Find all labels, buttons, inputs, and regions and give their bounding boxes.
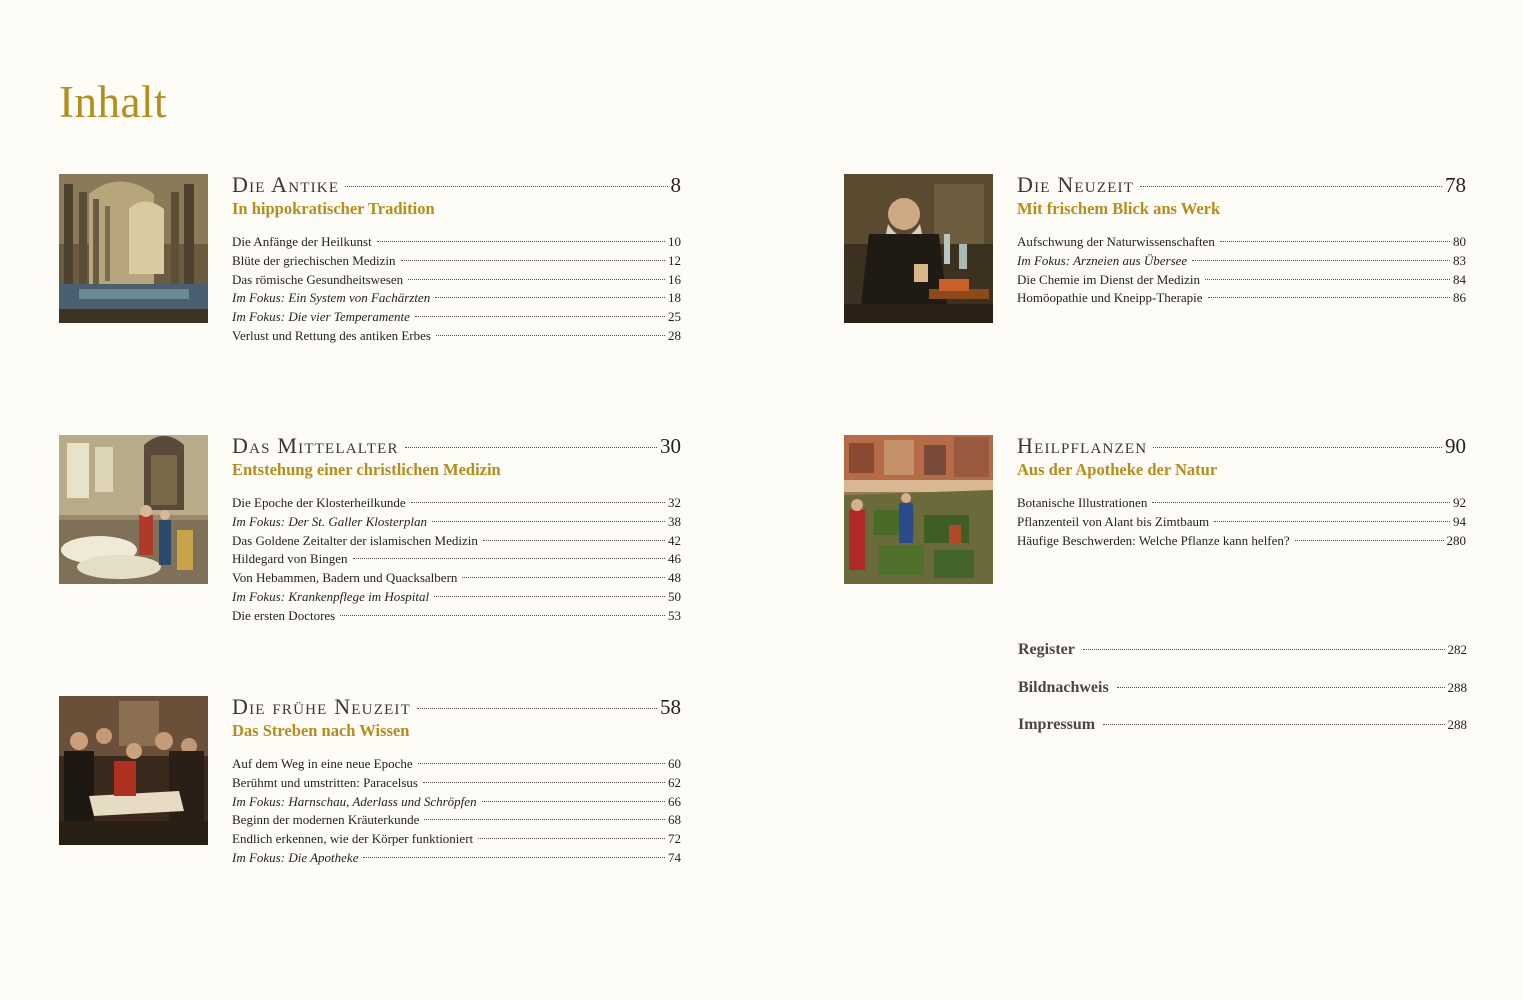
entry-page-number: 80	[1453, 234, 1466, 249]
dot-leader	[424, 819, 665, 820]
section-header[interactable]	[232, 433, 681, 457]
section-title: Die Neuzeit	[1017, 172, 1135, 197]
toc-entry[interactable]	[232, 308, 681, 327]
register-entry[interactable]	[1018, 641, 1467, 679]
entry-label: Beginn der modernen Kräuterkunde	[232, 812, 420, 828]
entry-page-number: 72	[668, 831, 681, 846]
entry-page-number: 12	[668, 252, 681, 268]
toc-entry[interactable]	[232, 532, 681, 551]
dot-leader	[462, 577, 665, 578]
toc-entry[interactable]	[232, 811, 681, 830]
toc-entry[interactable]	[232, 755, 681, 774]
entry-label: Das Goldene Zeitalter der islamischen Medizin	[232, 532, 478, 548]
entry-page-number: 25	[668, 309, 681, 324]
section-page-number: 90	[1445, 434, 1466, 458]
toc-entry[interactable]	[1017, 289, 1466, 308]
entry-page-number: 68	[668, 812, 681, 828]
entry-page-number: 16	[668, 271, 681, 287]
dot-leader	[1152, 502, 1450, 503]
toc-entry[interactable]	[232, 289, 681, 308]
entry-label: Endlich erkennen, wie der Körper funktioniert	[232, 831, 474, 846]
toc-entry[interactable]	[232, 550, 681, 569]
dot-leader	[411, 502, 665, 503]
section-title: Die Antike	[232, 172, 340, 197]
page-title: Inhalt	[59, 77, 167, 127]
dot-leader	[345, 186, 667, 187]
toc-entry[interactable]	[1017, 233, 1466, 252]
dot-leader	[1205, 279, 1450, 280]
entry-label: Blüte der griechischen Medizin	[232, 252, 396, 268]
toc-entry[interactable]	[232, 252, 681, 271]
entry-page-number: 42	[668, 532, 681, 548]
entry-label: Im Fokus: Harnschau, Aderlass und Schröpfen	[232, 793, 477, 809]
entry-page-number: 46	[668, 551, 681, 567]
entry-label: Im Fokus: Arzneien aus Übersee	[1017, 252, 1188, 268]
section-header[interactable]	[232, 172, 681, 196]
dot-leader	[1208, 297, 1450, 298]
dot-leader	[417, 708, 657, 709]
entry-page-number: 50	[668, 588, 681, 604]
entry-page-number: 280	[1446, 532, 1466, 548]
toc-entry[interactable]	[1017, 494, 1466, 513]
toc-entry[interactable]	[1017, 532, 1466, 551]
entry-page-number: 10	[668, 234, 681, 249]
toc-entry[interactable]	[232, 607, 681, 626]
entry-page-number: 86	[1453, 290, 1466, 306]
entry-label: Im Fokus: Die vier Temperamente	[232, 309, 410, 324]
back-matter	[1018, 641, 1467, 754]
illumination-herb-garden	[844, 435, 993, 584]
dot-leader	[478, 838, 665, 839]
dot-leader	[1140, 186, 1442, 187]
section-subtitle: Mit frischem Blick ans Werk	[1017, 199, 1221, 218]
entry-label: Im Fokus: Der St. Galler Klosterplan	[232, 513, 427, 529]
toc-entry[interactable]	[1017, 271, 1466, 290]
dot-leader	[1103, 724, 1444, 725]
section-title: Das Mittelalter	[232, 433, 399, 458]
entry-label: Homöopathie und Kneipp-Therapie	[1017, 290, 1203, 306]
dot-leader	[436, 335, 665, 336]
entry-label: Register	[1018, 641, 1075, 658]
entry-list	[1017, 233, 1466, 308]
entry-page-number: 282	[1447, 642, 1467, 657]
section-subtitle: Das Streben nach Wissen	[232, 721, 410, 740]
entry-page-number: 84	[1453, 271, 1466, 287]
painting-ancient-colonnade	[59, 174, 208, 323]
entry-label: Im Fokus: Krankenpflege im Hospital	[232, 588, 430, 604]
entry-label: Die ersten Doctores	[232, 607, 336, 623]
section-page-number: 8	[670, 173, 681, 197]
entry-page-number: 62	[668, 774, 681, 790]
entry-label: Pflanzenteil von Alant bis Zimtbaum	[1017, 513, 1210, 529]
entry-label: Im Fokus: Die Apotheke	[232, 849, 359, 865]
dot-leader	[1192, 260, 1450, 261]
entry-label: Aufschwung der Naturwissenschaften	[1017, 234, 1215, 249]
entry-page-number: 94	[1453, 513, 1466, 529]
entry-page-number: 66	[668, 793, 681, 809]
section-page-number: 58	[660, 695, 681, 719]
dot-leader	[377, 241, 665, 242]
toc-entry[interactable]	[232, 774, 681, 793]
entry-label: Die Chemie im Dienst der Medizin	[1017, 271, 1201, 287]
entry-page-number: 48	[668, 570, 681, 585]
section-subtitle: In hippokratischer Tradition	[232, 199, 435, 218]
dot-leader	[340, 615, 665, 616]
dot-leader	[418, 763, 665, 764]
painting-hospital-ward	[59, 435, 208, 584]
entry-label: Impressum	[1018, 716, 1096, 733]
toc-entry[interactable]	[232, 271, 681, 290]
entry-label: Berühmt und umstritten: Paracelsus	[232, 774, 418, 790]
dot-leader	[1220, 241, 1450, 242]
entry-list	[1017, 494, 1466, 550]
toc-entry[interactable]	[232, 793, 681, 812]
bildnachweis-entry[interactable]	[1018, 679, 1467, 717]
section-header[interactable]	[232, 694, 681, 718]
section-subtitle: Entstehung einer christlichen Medizin	[232, 460, 501, 479]
entry-list	[232, 233, 681, 346]
entry-label: Das römische Gesundheitswesen	[232, 271, 404, 287]
painting-anatomy-lesson	[59, 696, 208, 845]
dot-leader	[482, 801, 665, 802]
entry-label: Von Hebammen, Badern und Quacksalbern	[232, 570, 458, 585]
toc-entry[interactable]	[1017, 513, 1466, 532]
entry-label: Häufige Beschwerden: Welche Pflanze kann helfen?	[1017, 532, 1290, 548]
entry-label: Hildegard von Bingen	[232, 551, 348, 567]
entry-page-number: 18	[668, 290, 681, 306]
entry-page-number: 92	[1453, 495, 1466, 510]
section-title: Die frühe Neuzeit	[232, 694, 411, 719]
entry-list	[232, 494, 681, 625]
entry-page-number: 53	[668, 607, 681, 623]
section-page-number: 78	[1445, 173, 1466, 197]
toc-entry[interactable]	[232, 513, 681, 532]
impressum-entry[interactable]	[1018, 716, 1467, 754]
entry-page-number: 38	[668, 513, 681, 529]
dot-leader	[353, 558, 665, 559]
toc-entry[interactable]	[232, 849, 681, 868]
dot-leader	[401, 260, 665, 261]
toc-entry[interactable]	[232, 588, 681, 607]
dot-leader	[415, 316, 665, 317]
section-header[interactable]	[1017, 433, 1466, 457]
entry-label: Botanische Illustrationen	[1017, 495, 1148, 510]
dot-leader	[1153, 447, 1442, 448]
entry-page-number: 288	[1447, 717, 1467, 732]
toc-entry[interactable]	[232, 494, 681, 513]
entry-label: Bildnachweis	[1018, 678, 1109, 696]
dot-leader	[405, 447, 657, 448]
entry-list	[232, 755, 681, 868]
section-header[interactable]	[1017, 172, 1466, 196]
entry-label: Die Epoche der Klosterheilkunde	[232, 495, 406, 510]
toc-entry[interactable]	[232, 327, 681, 346]
entry-page-number: 60	[668, 756, 681, 771]
dot-leader	[1083, 649, 1445, 650]
dot-leader	[423, 782, 665, 783]
dot-leader	[1295, 540, 1444, 541]
section-title: Heilpflanzen	[1017, 433, 1148, 458]
toc-entry[interactable]	[232, 830, 681, 849]
toc-entry[interactable]	[232, 233, 681, 252]
entry-label: Die Anfänge der Heilkunst	[232, 234, 372, 249]
entry-page-number: 28	[668, 327, 681, 343]
toc-entry[interactable]	[1017, 252, 1466, 271]
entry-label: Auf dem Weg in eine neue Epoche	[232, 756, 413, 771]
dot-leader	[435, 297, 665, 298]
dot-leader	[1214, 521, 1450, 522]
entry-page-number: 288	[1447, 679, 1467, 695]
dot-leader	[432, 521, 665, 522]
painting-scientist-laboratory	[844, 174, 993, 323]
section-subtitle: Aus der Apotheke der Natur	[1017, 460, 1218, 479]
dot-leader	[434, 596, 665, 597]
dot-leader	[408, 279, 665, 280]
entry-page-number: 32	[668, 495, 681, 510]
entry-page-number: 83	[1453, 252, 1466, 268]
entry-page-number: 74	[668, 849, 681, 865]
entry-label: Verlust und Rettung des antiken Erbes	[232, 327, 431, 343]
dot-leader	[483, 540, 665, 541]
entry-label: Im Fokus: Ein System von Fachärzten	[232, 290, 431, 306]
section-page-number: 30	[660, 434, 681, 458]
dot-leader	[1117, 687, 1445, 688]
dot-leader	[363, 857, 665, 858]
toc-entry[interactable]	[232, 569, 681, 588]
